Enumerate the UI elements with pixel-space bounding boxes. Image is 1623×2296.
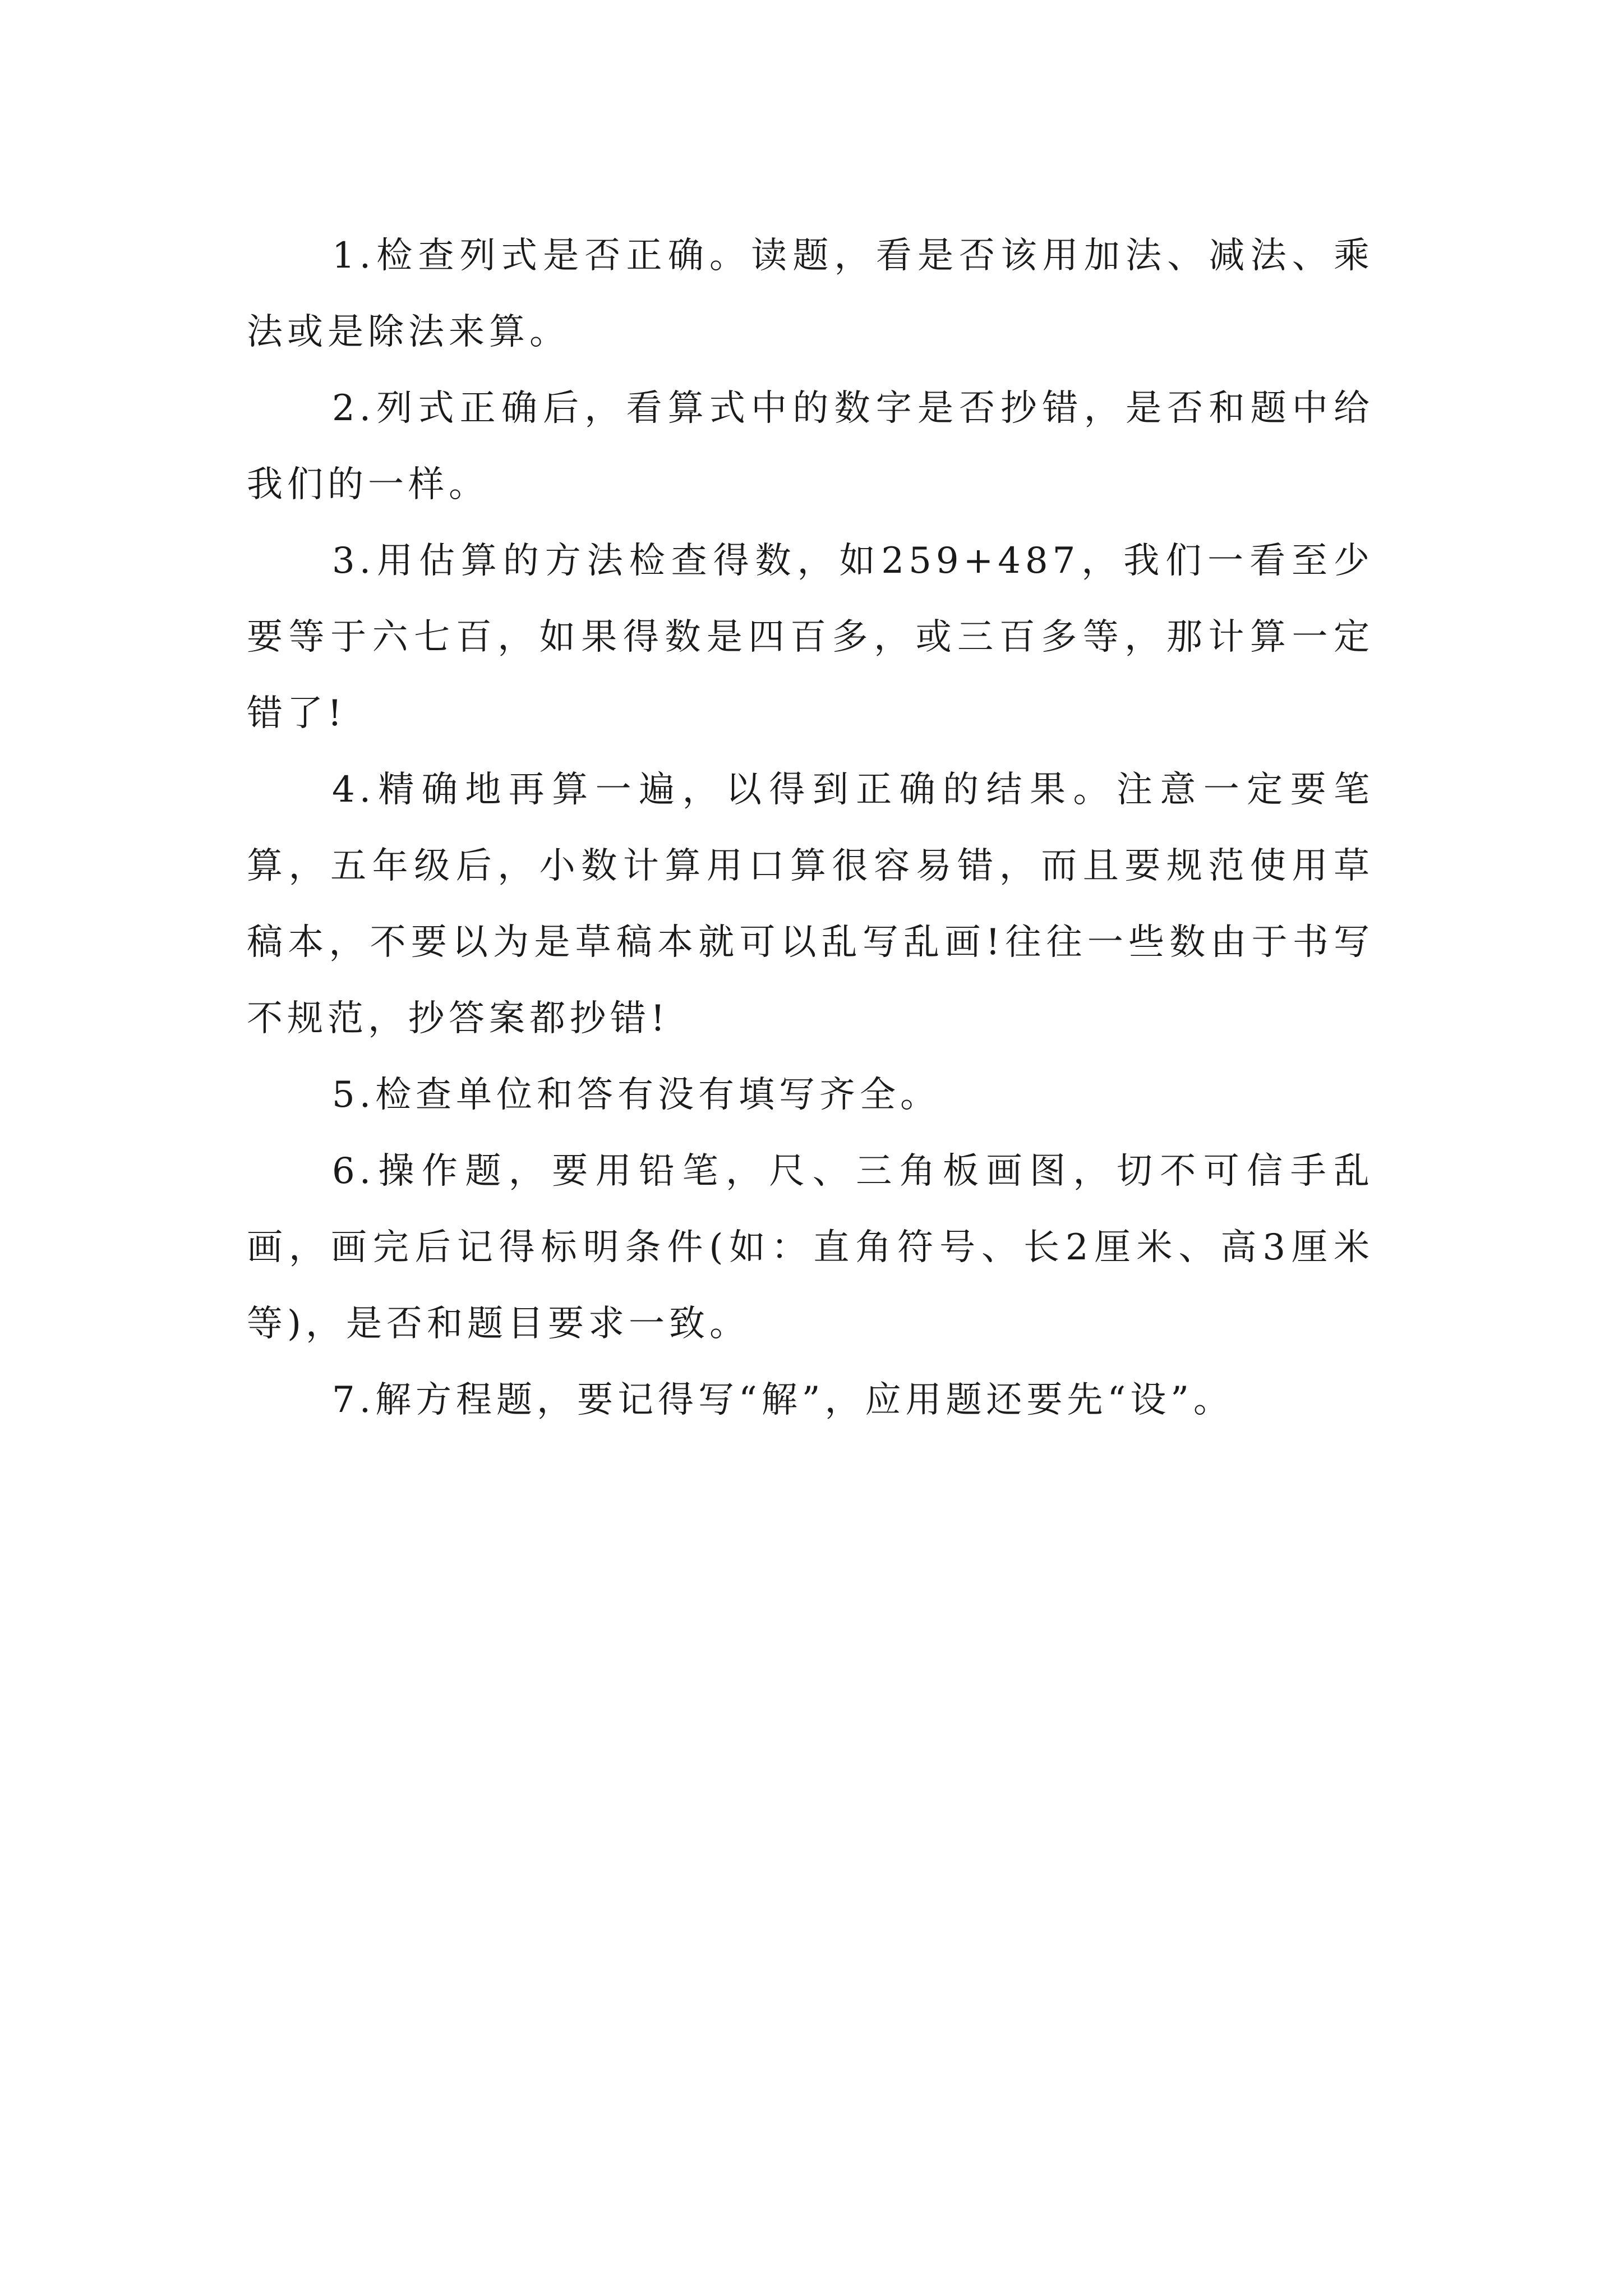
paragraph-6: 6.操作题，要用铅笔，尺、三角板画图，切不可信手乱画，画完后记得标明条件(如：直角符号、长2厘米、高3厘米等)，是否和题目要求一致。 (247, 1151, 1374, 1345)
paragraph-7: 7.解方程题，要记得写“解”，应用题还要先“设”。 (332, 1379, 1234, 1421)
document-body (247, 218, 1374, 1438)
paragraph-2: 2.列式正确后，看算式中的数字是否抄错，是否和题中给我们的一样。 (247, 388, 1374, 505)
paragraph-4: 4.精确地再算一遍，以得到正确的结果。注意一定要笔算，五年级后，小数计算用口算很容易错，而且要规范使用草稿本，不要以为是草稿本就可以乱写乱画!往往一些数由于书写不规范，抄答案都抄错! (247, 769, 1374, 1039)
paragraph-1: 1.检查列式是否正确。读题，看是否该用加法、减法、乘法或是除法来算。 (247, 235, 1374, 353)
paragraph-5: 5.检查单位和答有没有填写齐全。 (332, 1074, 941, 1116)
paragraph-3: 3.用估算的方法检查得数，如259+487，我们一看至少要等于六七百，如果得数是四百多，或三百多等，那计算一定错了! (247, 540, 1374, 734)
